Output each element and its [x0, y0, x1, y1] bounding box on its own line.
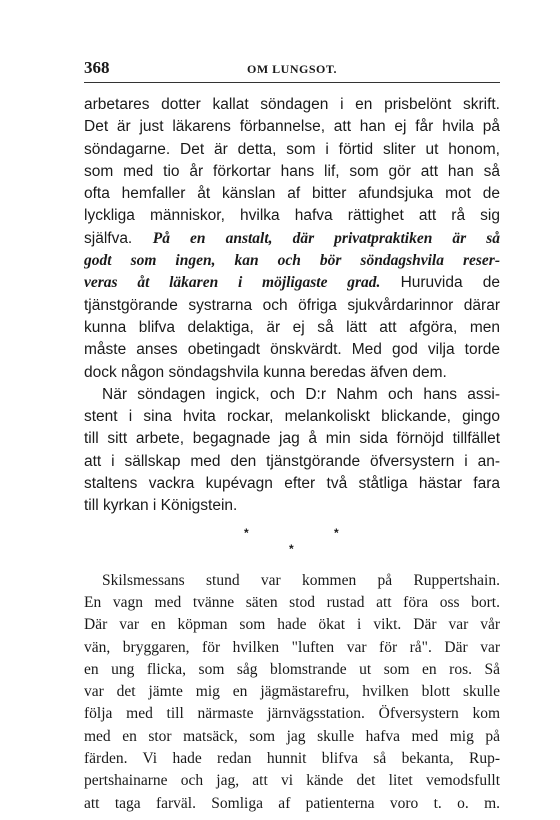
page-number: 368 — [84, 58, 110, 77]
body-text — [84, 94, 500, 815]
running-title: OM LUNGSOT. — [247, 62, 337, 76]
text-line: Där var en köpman som hade ökat i vikt. Där var vår — [84, 616, 500, 634]
asterisk: * — [289, 541, 294, 556]
text-line: till sitt arbete, begagnade jag å min sida förnöjd tillfället — [84, 430, 500, 448]
text-line: själfva. — [84, 229, 133, 247]
text-line: vän, bryggaren, för hvilken "luften var för rå". Där var — [84, 638, 500, 656]
text-line: ofta hemfaller åt känslan af bitter afundsjuka mot de — [84, 185, 500, 203]
text-line: måste anses obetingadt önskvärdt. Med god vilja torde — [84, 341, 500, 359]
text-line-mixed — [84, 228, 500, 250]
paragraph-2 — [84, 384, 500, 518]
header-rule — [84, 82, 500, 83]
text-line-mixed — [84, 272, 500, 294]
text-line: Det är just läkarens förbannelse, att han ej får hvila på — [84, 118, 500, 136]
paragraph-3 — [84, 570, 500, 815]
text-line: När söndagen ingick, och D:r Nahm och hans assi- — [102, 385, 500, 403]
section-separator — [84, 526, 500, 570]
text-line: söndagarne. Det är detta, som i förtid sliter ut honom, — [84, 140, 500, 158]
text-line: dock någon söndagshvila kunna beredas äfven dem. — [84, 363, 447, 381]
emphasis-text: veras åt läkaren i möjligaste grad. — [84, 274, 381, 292]
text-line: tjänstgörande systrarna och öfriga sjukvårdarinnor därar — [84, 296, 500, 314]
text-line: pertshainarne och jag, att vi kände det litet vemodsfullt — [84, 772, 500, 790]
asterisk: * — [334, 525, 339, 540]
text-line: till kyrkan i Königstein. — [84, 497, 238, 515]
spacer — [84, 518, 500, 526]
text-line: Huruvida de — [400, 274, 500, 292]
text-line: arbetares dotter kallat söndagen i en prisbelönt skrift. — [84, 96, 500, 113]
paragraph-1 — [84, 94, 500, 384]
text-line: stent i sina hvita rockar, melankoliskt blickande, gingo — [84, 408, 500, 426]
text-line: att i sällskap med den tjänstgörande öfversystern i an- — [84, 452, 500, 470]
text-line: färden. Vi hade redan hunnit blifva så bekanta, Rup- — [84, 750, 500, 768]
text-line: Skilsmessans stund var kommen på Ruppertshain. — [102, 571, 500, 589]
text-line: med en stor matsäck, som jag skulle hafva med mig på — [84, 727, 500, 745]
text-line: var det jämte mig en jägmästarefru, hvilken blott skulle — [84, 683, 500, 701]
text-line: en ung flicka, som såg blomstrande ut som en ros. Så — [84, 660, 500, 678]
text-line: som med tio år förkortar hans lif, som gör att han så — [84, 162, 500, 180]
text-line: lyckliga människor, hvilka hafva rättighet att rå sig — [84, 207, 500, 225]
emphasis-line: godt som ingen, kan och bör söndagshvila reser- — [84, 252, 500, 270]
asterisk: * — [244, 525, 249, 540]
text-line: staltens vackra kupévagn efter två ståtliga hästar fara — [84, 475, 500, 493]
emphasis-text: På en anstalt, där privatpraktiken är så — [152, 229, 500, 247]
text-line: följa med till närmaste järnvägsstation. Öfversystern kom — [84, 705, 500, 723]
text-line: En vagn med tvänne säten stod rustad att föra oss bort. — [84, 593, 500, 611]
text-line: att taga farväl. Somliga af patienterna voro t. o. m. — [84, 794, 500, 812]
page-header — [84, 58, 500, 82]
text-line: kunna blifva delaktiga, är ej så lätt att afgöra, men — [84, 318, 500, 336]
